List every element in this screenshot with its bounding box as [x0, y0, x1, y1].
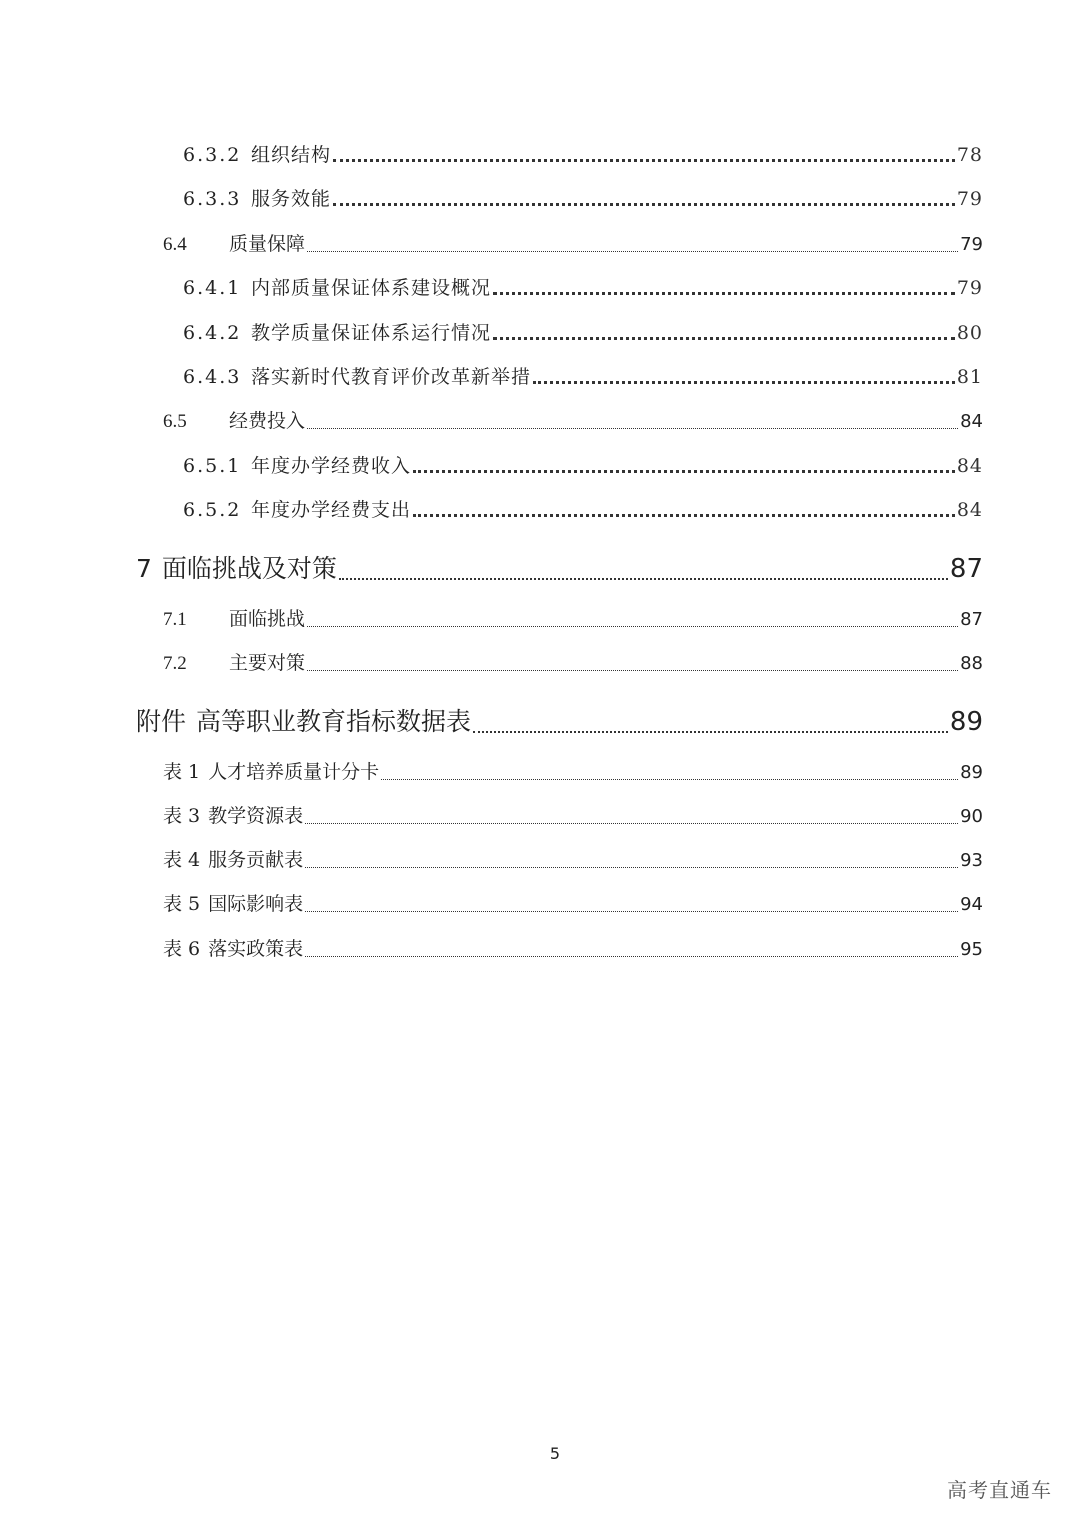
- toc-entry-table-6[interactable]: [163, 934, 983, 961]
- toc-entry-title: 人才培养质量计分卡: [208, 761, 380, 783]
- toc-entry-page: 79: [956, 188, 983, 210]
- toc-entry-number: 6.3.2: [183, 144, 242, 166]
- toc-entry-number: 7: [136, 554, 152, 583]
- toc-entry-title: 高等职业教育指标数据表: [196, 707, 472, 736]
- toc-entry-number: 附件: [136, 707, 187, 736]
- toc-entry-page: 84: [956, 499, 983, 521]
- toc-entry-appendix[interactable]: [136, 702, 983, 738]
- toc-entry-table-5[interactable]: [163, 889, 983, 916]
- toc-entry-title: 年度办学经费收入: [251, 455, 412, 477]
- toc-entry-title: 服务效能: [251, 188, 332, 210]
- toc-entry-6-4-3[interactable]: [183, 362, 983, 389]
- toc-entry-table-4[interactable]: [163, 845, 983, 872]
- toc-entry-title: 质量保障: [229, 233, 306, 255]
- toc-entry-6-3-2[interactable]: [183, 140, 983, 167]
- dot-leader: [305, 809, 958, 828]
- toc-entry-title: 主要对策: [229, 652, 306, 674]
- toc-entry-number: 6.5.2: [183, 499, 242, 521]
- toc-entry-number: 表 5: [163, 893, 201, 915]
- toc-entry-6-5-2[interactable]: [183, 495, 983, 522]
- toc-entry-title: 教学资源表: [208, 805, 304, 827]
- toc-entry-page: 89: [960, 762, 983, 783]
- toc-entry-title: 年度办学经费支出: [251, 499, 412, 521]
- dot-leader: [339, 560, 948, 585]
- toc-entry-title: 内部质量保证体系建设概况: [251, 277, 492, 299]
- dot-leader: [333, 148, 955, 167]
- toc-entry-number: 6.4.3: [183, 366, 242, 388]
- dot-leader: [493, 326, 955, 345]
- dot-leader: [493, 281, 955, 300]
- toc-entry-title: 落实新时代教育评价改革新举措: [251, 366, 532, 388]
- watermark: 高考直通车: [947, 1478, 1052, 1502]
- dot-leader: [413, 459, 955, 478]
- toc-entry-page: 84: [960, 411, 983, 432]
- toc-entry-title: 服务贡献表: [208, 849, 304, 871]
- toc-entry-page: 88: [960, 653, 983, 674]
- toc-entry-7-2[interactable]: [163, 648, 983, 675]
- toc-entry-title: 面临挑战: [229, 608, 306, 630]
- toc-entry-page: 87: [949, 554, 983, 584]
- dot-leader: [307, 612, 958, 631]
- toc-entry-title: 落实政策表: [208, 938, 304, 960]
- toc-entry-7-1[interactable]: [163, 604, 983, 631]
- dot-leader: [413, 503, 955, 522]
- toc-entry-number: 7.2: [163, 653, 187, 674]
- toc-entry-title: 经费投入: [229, 410, 306, 432]
- toc-entry-page: 79: [956, 277, 983, 299]
- toc-entry-table-1[interactable]: [163, 757, 983, 784]
- toc-entry-title: 国际影响表: [208, 893, 304, 915]
- toc-entry-number: 6.5.1: [183, 455, 242, 477]
- toc-entry-number: 6.5: [163, 411, 187, 432]
- toc-entry-6-5-1[interactable]: [183, 451, 983, 478]
- dot-leader: [307, 656, 958, 675]
- toc-entry-title: 教学质量保证体系运行情况: [251, 322, 492, 344]
- toc-entry-number: 表 4: [163, 849, 201, 871]
- toc-entry-number: 表 1: [163, 761, 201, 783]
- toc-entry-page: 90: [960, 806, 983, 827]
- toc-entry-page: 89: [949, 707, 983, 737]
- toc-entry-6-3-3[interactable]: [183, 184, 983, 211]
- toc-entry-table-3[interactable]: [163, 801, 983, 828]
- toc-entry-page: 79: [960, 234, 983, 255]
- dot-leader: [307, 414, 958, 433]
- toc-entry-number: 6.3.3: [183, 188, 242, 210]
- dot-leader: [533, 370, 955, 389]
- dot-leader: [381, 765, 958, 784]
- toc-entry-page: 87: [960, 609, 983, 630]
- toc-entry-6-4-1[interactable]: [183, 273, 983, 300]
- toc-entry-number: 6.4.1: [183, 277, 242, 299]
- toc-entry-6-5[interactable]: [163, 406, 983, 433]
- toc-entry-number: 6.4.2: [183, 322, 242, 344]
- toc-entry-number: 7.1: [163, 609, 187, 630]
- toc-entry-title: 组织结构: [251, 144, 332, 166]
- toc-entry-6-4[interactable]: [163, 229, 983, 256]
- toc-entry-page: 94: [960, 894, 983, 915]
- dot-leader: [333, 192, 955, 211]
- toc-entry-number: 表 6: [163, 938, 201, 960]
- toc-entry-page: 93: [960, 850, 983, 871]
- toc-entry-number: 6.4: [163, 234, 187, 255]
- page-number: 5: [549, 1444, 561, 1463]
- toc-entry-page: 95: [960, 939, 983, 960]
- dot-leader: [307, 237, 958, 256]
- toc-entry-page: 78: [956, 144, 983, 166]
- dot-leader: [305, 942, 958, 961]
- toc-entry-page: 84: [956, 455, 983, 477]
- toc-entry-page: 81: [956, 366, 983, 388]
- dot-leader: [305, 897, 958, 916]
- toc-entry-chapter-7[interactable]: [136, 549, 983, 585]
- toc-entry-6-4-2[interactable]: [183, 318, 983, 345]
- dot-leader: [473, 713, 948, 738]
- dot-leader: [305, 853, 958, 872]
- toc-entry-number: 表 3: [163, 805, 201, 827]
- toc-entry-title: 面临挑战及对策: [161, 554, 337, 583]
- toc-entry-page: 80: [956, 322, 983, 344]
